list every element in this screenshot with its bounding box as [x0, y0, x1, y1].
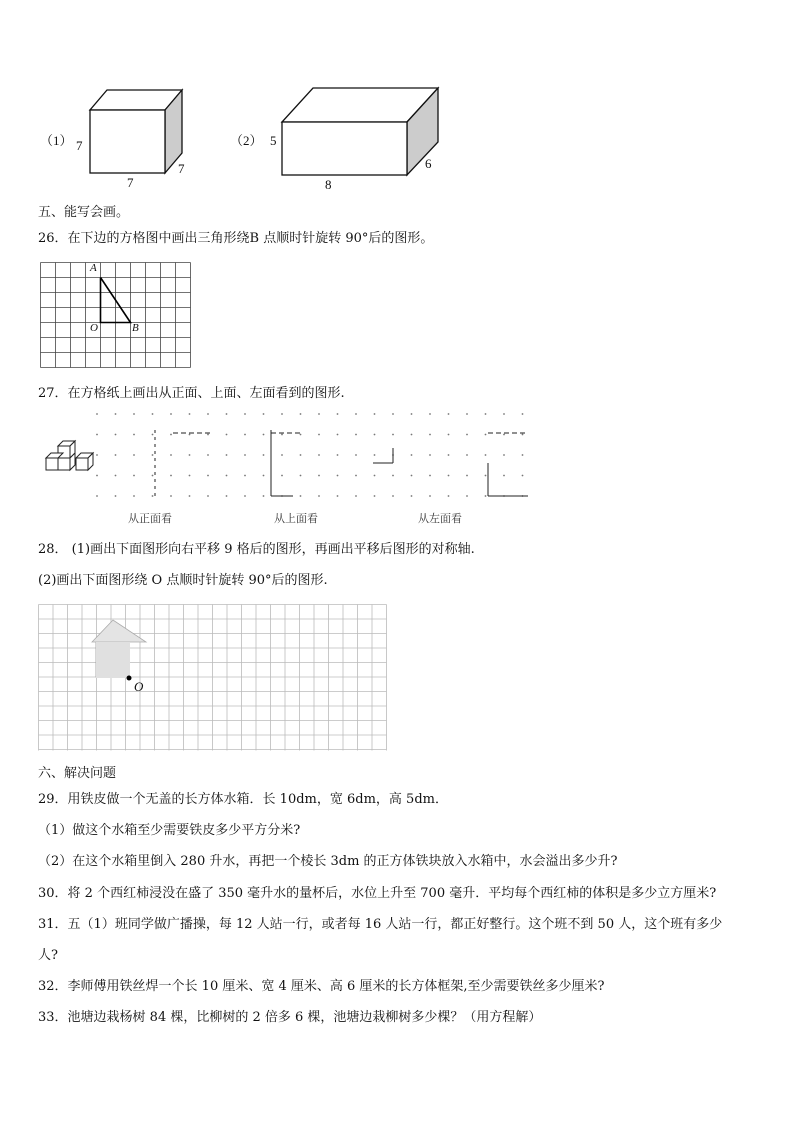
grid-dot	[318, 495, 320, 497]
q26-grid-drawing	[40, 262, 192, 368]
question-33: 33．池塘边栽杨树 84 棵，比柳树的 2 倍多 6 棵，池塘边栽柳树多少棵？（用方程解）	[38, 1010, 542, 1025]
grid-dot	[189, 413, 191, 415]
grid-dot	[152, 454, 154, 456]
grid-dot	[189, 454, 191, 456]
grid-dot	[374, 495, 376, 497]
caption-top-view: 从上面看	[274, 512, 318, 525]
grid-dot	[244, 434, 246, 436]
grid-dot	[170, 475, 172, 477]
grid-dot	[152, 434, 154, 436]
grid-dot	[337, 413, 339, 415]
grid-dot	[337, 475, 339, 477]
grid-dot	[244, 495, 246, 497]
grid-dot	[170, 413, 172, 415]
grid-dot	[355, 413, 357, 415]
grid-dot	[152, 413, 154, 415]
point-label-b: B	[132, 322, 139, 334]
grid-dot	[392, 475, 394, 477]
cuboid-drawing-1	[40, 85, 200, 195]
grid-dot	[503, 454, 505, 456]
grid-dot	[133, 413, 135, 415]
grid-dot	[244, 413, 246, 415]
caption-left-view: 从左面看	[418, 512, 462, 525]
grid-dot	[466, 413, 468, 415]
grid-dot	[374, 475, 376, 477]
grid-dot	[263, 434, 265, 436]
grid-dot	[300, 475, 302, 477]
grid-dot	[170, 434, 172, 436]
figure-label-1: （1）	[40, 133, 73, 148]
section-5-title: 五、能写会画。	[38, 205, 130, 220]
cubes-drawing	[38, 434, 98, 480]
grid-dot	[318, 434, 320, 436]
grid-dot	[411, 434, 413, 436]
grid-dot	[318, 475, 320, 477]
q28-grid	[38, 604, 388, 752]
grid-dot	[448, 434, 450, 436]
grid-dot	[411, 413, 413, 415]
grid-dot	[429, 434, 431, 436]
grid-dot	[392, 434, 394, 436]
q27-figure	[38, 408, 533, 528]
grid-dot	[337, 434, 339, 436]
edge-label-width-2: 8	[325, 177, 332, 192]
grid-dot	[522, 413, 524, 415]
grid-dot	[411, 495, 413, 497]
grid-dot	[355, 434, 357, 436]
question-29-sub2: （2）在这个水箱里倒入 280 升水，再把一个棱长 3dm 的正方体铁块放入水箱中，水会溢出多少升?	[38, 854, 618, 869]
figure-label-2: （2）	[230, 133, 263, 148]
grid-dot	[466, 495, 468, 497]
grid-dot	[263, 495, 265, 497]
grid-dot	[448, 454, 450, 456]
grid-dot	[189, 475, 191, 477]
edge-label-height-2: 5	[270, 133, 277, 148]
grid-dot	[96, 454, 98, 456]
dot-grid	[93, 408, 533, 503]
edge-label-depth-1: 7	[178, 161, 185, 176]
grid-dot	[522, 434, 524, 436]
grid-dot	[429, 495, 431, 497]
grid-dot	[207, 454, 209, 456]
question-29: 29．用铁皮做一个无盖的长方体水箱．长 10dm，宽 6dm，高 5dm．	[38, 792, 448, 807]
question-29-sub1: （1）做这个水箱至少需要铁皮多少平方分米?	[38, 823, 301, 838]
question-28-part1: 28． (1)画出下面图形向右平移 9 格后的图形，再画出平移后图形的对称轴.	[38, 542, 475, 557]
grid-dot	[115, 454, 117, 456]
grid-dot	[429, 475, 431, 477]
grid-dot	[115, 413, 117, 415]
point-label-a: A	[90, 262, 97, 274]
grid-dot	[133, 495, 135, 497]
grid-dot	[96, 475, 98, 477]
grid-dot	[485, 413, 487, 415]
grid-dot	[503, 475, 505, 477]
grid-dot	[355, 475, 357, 477]
grid-dot	[355, 495, 357, 497]
question-27: 27．在方格纸上画出从正面、上面、左面看到的图形.	[38, 386, 345, 401]
grid-dot	[244, 475, 246, 477]
q28-grid-drawing	[38, 604, 388, 752]
grid-dot	[411, 454, 413, 456]
edge-label-width-1: 7	[127, 175, 134, 190]
cuboid-drawing-2	[230, 80, 460, 195]
question-31-line2: 人?	[38, 948, 58, 963]
grid-dot	[244, 454, 246, 456]
grid-dot	[392, 495, 394, 497]
question-28-part2: (2)画出下面图形绕 O 点顺时针旋转 90°后的图形.	[38, 573, 328, 588]
grid-dot	[226, 495, 228, 497]
grid-dot	[355, 454, 357, 456]
grid-dot	[281, 454, 283, 456]
grid-dot	[152, 475, 154, 477]
grid-dot	[281, 413, 283, 415]
grid-dot	[392, 413, 394, 415]
grid-dot	[300, 495, 302, 497]
grid-dot	[318, 454, 320, 456]
grid-dot	[374, 413, 376, 415]
grid-dot	[152, 495, 154, 497]
grid-dot	[485, 475, 487, 477]
grid-dot	[189, 434, 191, 436]
grid-dot	[448, 475, 450, 477]
grid-dot	[207, 475, 209, 477]
grid-dot	[133, 454, 135, 456]
grid-dot	[207, 434, 209, 436]
grid-dot	[485, 454, 487, 456]
grid-dot	[281, 434, 283, 436]
edge-label-height-1: 7	[76, 138, 83, 153]
cuboid-figure-1	[40, 85, 200, 195]
grid-dot	[281, 475, 283, 477]
grid-dot	[448, 413, 450, 415]
grid-dot	[207, 495, 209, 497]
grid-dot	[226, 454, 228, 456]
grid-dot	[300, 454, 302, 456]
grid-dot	[503, 413, 505, 415]
grid-dot	[503, 434, 505, 436]
grid-dot	[429, 454, 431, 456]
grid-dot	[485, 434, 487, 436]
grid-dot	[96, 495, 98, 497]
grid-dot	[263, 475, 265, 477]
question-30: 30．将 2 个西红柿浸没在盛了 350 毫升水的量杯后，水位上升至 700 毫升．平均每个西红柿的体积是多少立方厘米?	[38, 886, 717, 901]
grid-dot	[115, 434, 117, 436]
grid-dot	[337, 454, 339, 456]
grid-dot	[466, 454, 468, 456]
grid-dot	[170, 495, 172, 497]
grid-dot	[115, 475, 117, 477]
grid-dot	[226, 475, 228, 477]
grid-dot	[170, 454, 172, 456]
edge-label-depth-2: 6	[425, 156, 432, 171]
grid-dot	[226, 413, 228, 415]
q26-grid	[40, 262, 192, 368]
grid-dot	[448, 495, 450, 497]
grid-dot	[318, 413, 320, 415]
grid-dot	[429, 413, 431, 415]
grid-dot	[115, 495, 117, 497]
grid-dot	[374, 434, 376, 436]
grid-dot	[522, 454, 524, 456]
question-32: 32．李师傅用铁丝焊一个长 10 厘米、宽 4 厘米、高 6 厘米的长方体框架,至少需要铁丝多少厘米?	[38, 979, 605, 994]
grid-dot	[485, 495, 487, 497]
grid-dot	[466, 434, 468, 436]
grid-dot	[374, 454, 376, 456]
grid-dot	[96, 413, 98, 415]
grid-dot	[522, 475, 524, 477]
grid-dot	[189, 495, 191, 497]
grid-dot	[133, 475, 135, 477]
grid-dot	[133, 434, 135, 436]
grid-dot	[96, 434, 98, 436]
section-6-title: 六、解决问题	[38, 766, 117, 781]
grid-dot	[466, 475, 468, 477]
grid-dot	[411, 475, 413, 477]
grid-dot	[263, 413, 265, 415]
grid-dot	[207, 413, 209, 415]
question-31-line1: 31．五（1）班同学做广播操，每 12 人站一行，或者每 16 人站一行，都正好整行。这个班不到 50 人，这个班有多少	[38, 917, 723, 932]
cuboid-figure-2	[230, 80, 460, 195]
caption-front-view: 从正面看	[128, 512, 172, 525]
grid-dot	[300, 434, 302, 436]
grid-dot	[263, 454, 265, 456]
grid-dot	[300, 413, 302, 415]
question-26: 26．在下边的方格图中画出三角形绕B 点顺时针旋转 90°后的图形。	[38, 231, 434, 246]
point-label-o: O	[90, 322, 98, 334]
grid-dot	[337, 495, 339, 497]
grid-dot	[226, 434, 228, 436]
point-label-o-q28: O	[134, 679, 144, 694]
